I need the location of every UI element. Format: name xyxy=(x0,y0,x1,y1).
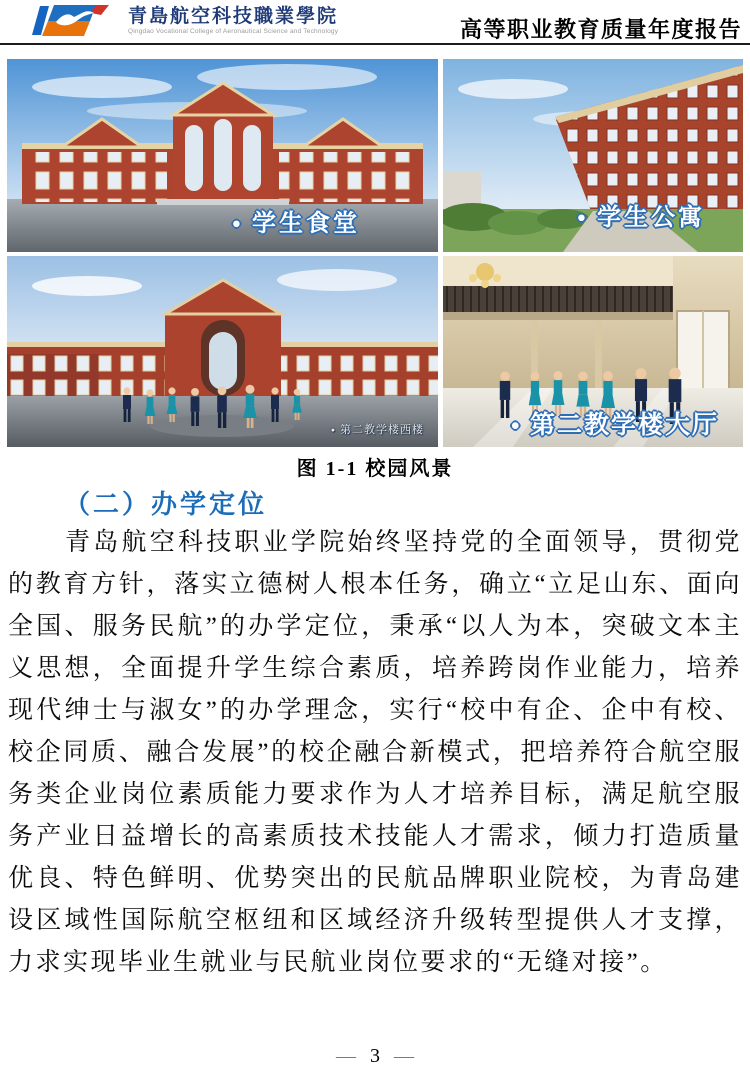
photo-label-text: 学生公寓 xyxy=(597,204,705,231)
college-logo-icon xyxy=(30,2,112,40)
photo-teaching-building-lobby xyxy=(443,256,743,447)
photo-teaching-building-west xyxy=(7,256,438,447)
bullet-icon: ● xyxy=(331,426,336,434)
photo-label-lobby xyxy=(511,405,719,441)
figure-caption: 图 1-1 校园风景 xyxy=(296,458,454,480)
section-heading: （二）办学定位 xyxy=(64,490,268,519)
photo-label-text: 第二教学楼大厅 xyxy=(529,411,719,439)
photo-label-apartment xyxy=(577,197,705,232)
photo-caption-text: 第二教学楼西楼 xyxy=(340,424,424,436)
photo-label-cafeteria xyxy=(232,203,360,238)
page-header xyxy=(0,0,750,45)
campus-photo-grid xyxy=(7,59,743,447)
bullet-icon: ● xyxy=(577,209,589,226)
report-title: 高等职业教育质量年度报告 xyxy=(459,17,742,42)
photo-student-apartment xyxy=(443,59,743,252)
footer-dash-left: — xyxy=(336,1045,356,1067)
cafeteria-illustration xyxy=(7,59,438,252)
teaching-west-illustration xyxy=(7,256,438,447)
photo-caption-teaching-west xyxy=(331,421,424,437)
photo-student-cafeteria xyxy=(7,59,438,252)
bullet-icon: ● xyxy=(232,215,244,232)
college-name-zh: 青島航空科技職業學院 xyxy=(128,6,339,27)
footer-dash-right: — xyxy=(394,1045,414,1067)
photo-label-text: 学生食堂 xyxy=(252,210,360,237)
page-number: 3 xyxy=(370,1045,380,1067)
college-name-block xyxy=(128,2,338,36)
page-footer xyxy=(0,1045,750,1068)
college-name-en: Qingdao Vocational College of Aeronautical Science and Technology xyxy=(128,28,339,35)
bullet-icon: ● xyxy=(510,416,522,434)
college-logo xyxy=(30,2,112,40)
body-paragraph: 青岛航空科技职业学院始终坚持党的全面领导，贯彻党的教育方针，落实立德树人根本任务，确立“立足山东、面向全国、服务民航”的办学定位，秉承“以人为本，突破文本主义思想，全面提升学生综合素质，培养跨岗作业能力，培养现代绅士与淑女”的办学理念，实行“校中有企、企中有校、校企同质、融合发展”的校企融合新模式，把培养符合航空服务类企业岗位素质能力要求作为人才培养目标，满足航空服务产业日益增长的高素质技术技能人才需求，倾力打造质量优良、特色鲜明、优势突出的民航品牌职业院校，为青岛建设区域性国际航空枢纽和区域经济升级转型提供人才支撑，力求实现毕业生就业与民航业岗位要求的“无缝对接”。 xyxy=(8,529,742,976)
